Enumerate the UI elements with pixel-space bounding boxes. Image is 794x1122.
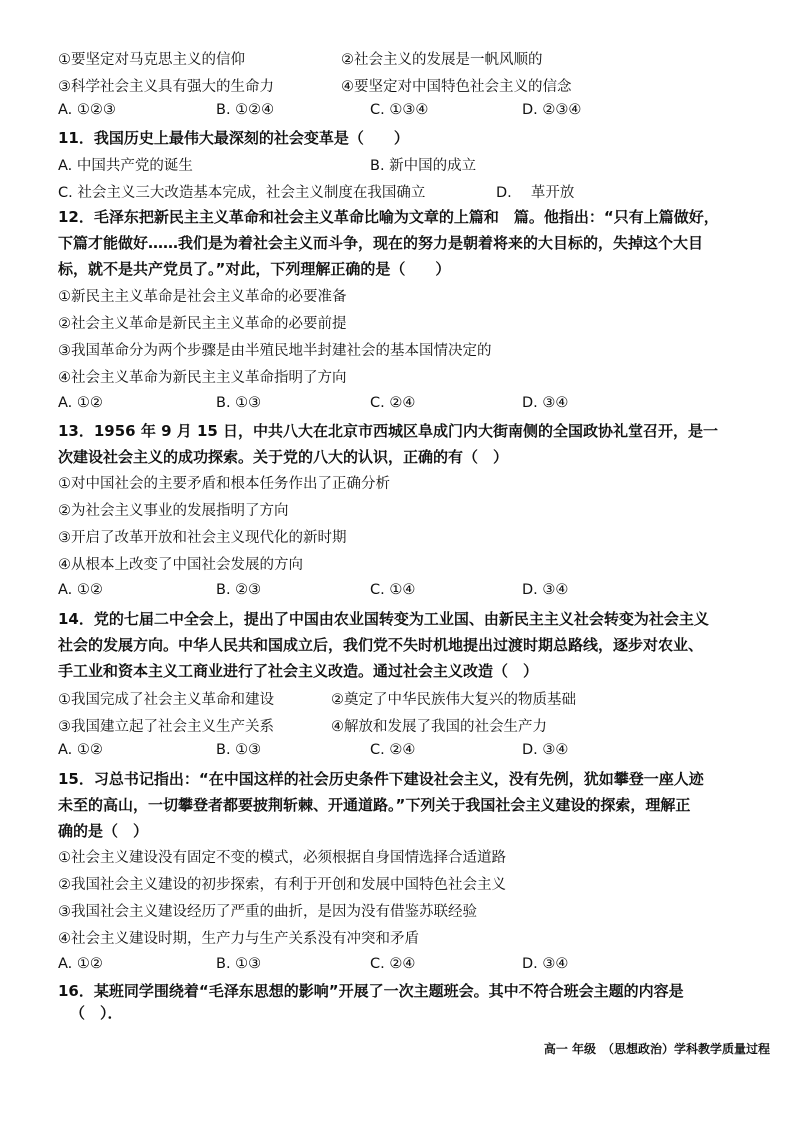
prev-item-2: ②社会主义的发展是一帆风顺的 [341,52,543,68]
q15-option-d: D. ③④ [522,956,569,972]
q14-stem-line-2: 社会的发展方向。中华人民共和国成立后，我们党不失时机地提出过渡时期总路线，逐步对农业、 [58,636,704,654]
q15-item-4: ④社会主义建设时期，生产力与生产关系没有冲突和矛盾 [58,931,419,947]
prev-option-a: A. ①②③ [58,102,116,118]
q15-stem-line-2: 未至的高山，一切攀登者都要披荆斩棘、开通道路。”下列关于我国社会主义建设的探索，理解正 [58,796,691,814]
q12-option-a: A. ①② [58,395,103,411]
q16-stem-line-2: （ ）． [70,1004,123,1022]
prev-option-c: C. ①③④ [370,102,429,118]
q14-stem-line-1: 14．党的七届二中全会上，提出了中国由农业国转变为工业国、由新民主主义社会转变为社会主义 [58,610,709,628]
q14-item-2: ②奠定了中华民族伟大复兴的物质基础 [331,692,576,708]
q14-option-b: B. ①③ [216,742,262,758]
q13-option-a: A. ①② [58,582,103,598]
q13-option-b: B. ②③ [216,582,262,598]
q14-option-c: C. ②④ [370,742,416,758]
q11-option-d: D. 革开放 [496,185,575,201]
q13-item-2: ②为社会主义事业的发展指明了方向 [58,503,289,519]
prev-option-d: D. ②③④ [522,102,582,118]
q13-option-c: C. ①④ [370,582,416,598]
q14-stem-line-3: 手工业和资本主义工商业进行了社会主义改造。通过社会主义改造（ ） [58,662,539,680]
q14-option-a: A. ①② [58,742,103,758]
q15-item-1: ①社会主义建设没有固定不变的模式，必须根据自身国情选择合适道路 [58,850,506,866]
q14-options [58,742,758,762]
q11-options-row-2 [58,181,758,201]
q14-item-1: ①我国完成了社会主义革命和建设 [58,692,274,708]
q14-items-row-2 [58,715,758,735]
q14-item-4: ④解放和发展了我国的社会生产力 [331,719,547,735]
q13-options [58,582,758,602]
q12-option-d: D. ③④ [522,395,569,411]
q15-item-2: ②我国社会主义建设的初步探索，有利于开创和发展中国特色社会主义 [58,877,506,893]
q13-stem-line-1: 13．1956 年 9 月 15 日，中共八大在北京市西城区阜成门内大街南侧的全国政协礼堂召开，是一 [58,422,719,440]
q13-stem-line-2: 次建设社会主义的成功探索。关于党的八大的认识，正确的有（ ） [58,448,509,466]
q12-item-4: ④社会主义革命为新民主主义革命指明了方向 [58,370,347,386]
q11-option-b: B. 新中国的成立 [370,158,477,174]
q14-items-row-1 [58,688,758,708]
q12-option-c: C. ②④ [370,395,416,411]
q13-item-3: ③开启了改革开放和社会主义现代化的新时期 [58,530,347,546]
q12-item-3: ③我国革命分为两个步骤是由半殖民地半封建社会的基本国情决定的 [58,343,492,359]
q14-item-3: ③我国建立起了社会主义生产关系 [58,719,274,735]
q15-stem-line-1: 15．习总书记指出：“在中国这样的社会历史条件下建设社会主义，没有先例，犹如攀登一座人迹 [58,770,704,788]
q15-option-b: B. ①③ [216,956,262,972]
q13-item-4: ④从根本上改变了中国社会发展的方向 [58,557,303,573]
q15-item-3: ③我国社会主义建设经历了严重的曲折，是因为没有借鉴苏联经验 [58,904,477,920]
q15-options [58,956,758,976]
prev-options [58,102,758,122]
q16-stem-line-1: 16．某班同学围绕着“毛泽东思想的影响”开展了一次主题班会。其中不符合班会主题的内容是 [58,982,684,1000]
q13-item-1: ①对中国社会的主要矛盾和根本任务作出了正确分析 [58,476,390,492]
q12-options [58,395,758,415]
q14-option-d: D. ③④ [522,742,569,758]
q11-option-a: A. 中国共产党的诞生 [58,158,193,174]
q12-item-1: ①新民主主义革命是社会主义革命的必要准备 [58,289,347,305]
q11-options-row-1 [58,154,758,174]
prev-item-4: ④要坚定对中国特色社会主义的信念 [341,79,572,95]
prev-item-3: ③科学社会主义具有强大的生命力 [58,79,274,95]
q15-option-a: A. ①② [58,956,103,972]
q12-stem-line-3: 标，就不是共产党员了。”对此，下列理解正确的是（ ） [58,260,451,278]
q13-option-d: D. ③④ [522,582,569,598]
q12-stem-line-1: 12．毛泽东把新民主主义革命和社会主义革命比喻为文章的上篇和 篇。他指出：“只有上篇做好， [58,208,719,226]
q15-option-c: C. ②④ [370,956,416,972]
prev-option-b: B. ①②④ [216,102,275,118]
prev-items-row-2 [58,75,758,95]
prev-items-row-1 [58,48,758,68]
q11-stem: 11．我国历史上最伟大最深刻的社会变革是（ ） [58,129,409,147]
q12-option-b: B. ①③ [216,395,262,411]
q11-option-c: C. 社会主义三大改造基本完成，社会主义制度在我国确立 [58,185,426,201]
page-footer: 高一 年级 （思想政治）学科教学质量过程 [543,1042,770,1056]
q12-stem-line-2: 下篇才能做好……我们是为着社会主义而斗争，现在的努力是朝着将来的大目标的，失掉这个大目 [58,234,704,252]
q12-item-2: ②社会主义革命是新民主主义革命的必要前提 [58,316,347,332]
prev-item-1: ①要坚定对马克思主义的信仰 [58,52,245,68]
q15-stem-line-3: 确的是（ ） [58,822,149,840]
